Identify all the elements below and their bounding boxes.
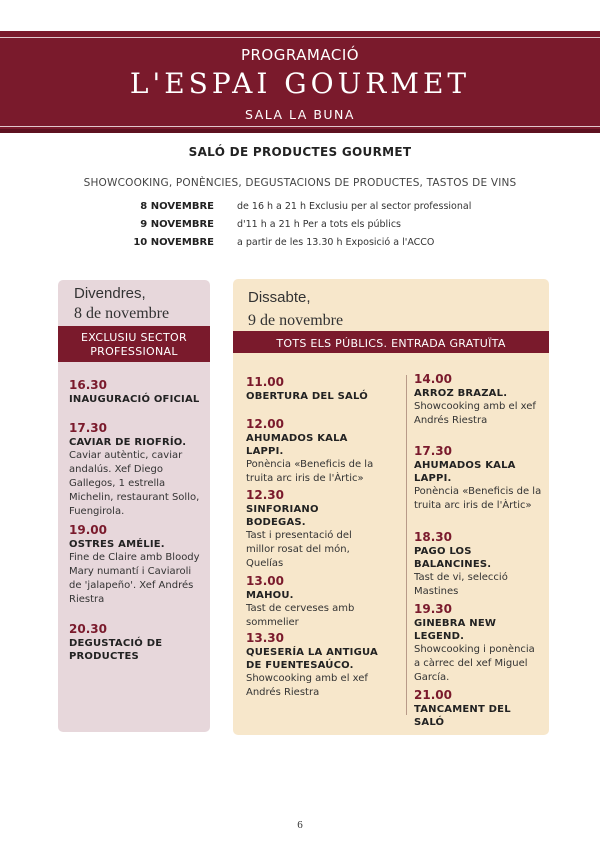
event-name: OBERTURA DEL SALÓ xyxy=(246,391,368,402)
saturday-day-name: Dissabte, xyxy=(248,289,311,306)
event-item xyxy=(69,378,209,406)
schedule-text: d'11 h a 21 h Per a tots els públics xyxy=(237,219,402,230)
event-time: 21.00 xyxy=(414,688,452,702)
schedule-row xyxy=(0,237,600,255)
event-name: DEGUSTACIÓ DE PRODUCTES xyxy=(69,638,163,662)
section-subheading: SHOWCOOKING, PONÈNCIES, DEGUSTACIONS DE PRODUCTES, TASTOS DE VINS xyxy=(83,177,517,189)
schedule-date: 9 NOVEMBRE xyxy=(140,219,214,230)
schedule-row xyxy=(0,201,600,219)
event-item xyxy=(69,421,205,519)
event-time: 17.30 xyxy=(69,421,107,435)
event-item xyxy=(246,417,386,486)
schedule-list xyxy=(0,201,600,255)
section-heading: SALÓ DE PRODUCTES GOURMET xyxy=(188,145,412,159)
banner-top-rule xyxy=(0,37,600,38)
event-item xyxy=(414,688,544,729)
event-name: QUESERÍA LA ANTIGUA DE FUENTESAÚCO. xyxy=(246,647,378,671)
event-time: 12.30 xyxy=(246,488,284,502)
event-time: 13.30 xyxy=(246,631,284,645)
event-time: 17.30 xyxy=(414,444,452,458)
event-time: 16.30 xyxy=(69,378,107,392)
saturday-audience-band: TOTS ELS PÚBLICS. ENTRADA GRATUÏTA xyxy=(233,334,549,353)
event-time: 19.30 xyxy=(414,602,452,616)
event-name: INAUGURACIÓ OFICIAL xyxy=(69,394,200,405)
event-description: Ponència «Beneficis de la truita arc iris de l'Àrtic» xyxy=(414,486,542,511)
event-time: 18.30 xyxy=(414,530,452,544)
friday-date: 8 de novembre xyxy=(74,305,170,322)
header-banner xyxy=(0,31,600,133)
event-item xyxy=(246,631,386,700)
event-name: AHUMADOS KALA LAPPI. xyxy=(246,433,348,457)
banner-bottom-rule xyxy=(0,126,600,127)
schedule-text: a partir de les 13.30 h Exposició a l'ACCO xyxy=(237,237,435,248)
event-description: Showcooking amb el xef Andrés Riestra xyxy=(246,673,368,698)
page-number: 6 xyxy=(297,819,303,831)
friday-panel xyxy=(58,280,210,732)
event-time: 12.00 xyxy=(246,417,284,431)
event-item xyxy=(414,444,544,513)
event-time: 14.00 xyxy=(414,372,452,386)
schedule-date: 10 NOVEMBRE xyxy=(133,237,214,248)
friday-day-name: Divendres, xyxy=(74,285,146,302)
event-item xyxy=(246,574,366,630)
event-item xyxy=(246,375,386,403)
event-time: 11.00 xyxy=(246,375,284,389)
schedule-date: 8 NOVEMBRE xyxy=(140,201,214,212)
event-name: OSTRES AMÉLIE. xyxy=(69,539,165,550)
event-description: Fine de Claire amb Bloody Mary numantí i Caviaroli de 'jalapeño'. Xef Andrés Riestra xyxy=(69,552,200,605)
event-name: CAVIAR DE RIOFRÍO. xyxy=(69,437,187,448)
event-item xyxy=(69,523,205,607)
event-description: Tast de vi, selecció Mastines xyxy=(414,572,508,597)
event-description: Ponència «Beneficis de la truita arc iris de l'Àrtic» xyxy=(246,459,374,484)
saturday-date: 9 de novembre xyxy=(248,312,344,329)
event-item xyxy=(414,372,544,428)
event-description: Showcooking amb el xef Andrés Riestra xyxy=(414,401,536,426)
event-name: MAHOU. xyxy=(246,590,294,601)
event-item xyxy=(414,602,544,685)
event-name: ARROZ BRAZAL. xyxy=(414,388,508,399)
event-name: AHUMADOS KALA LAPPI. xyxy=(414,460,516,484)
event-name: PAGO LOS BALANCINES. xyxy=(414,546,492,570)
event-time: 19.00 xyxy=(69,523,107,537)
event-item xyxy=(246,488,376,571)
event-name: GINEBRA NEW LEGEND. xyxy=(414,618,497,642)
event-item xyxy=(69,622,189,663)
header-subtitle: SALA LA BUNA xyxy=(245,107,355,122)
event-description: Tast i presentació del millor rosat del món, Quelías xyxy=(246,530,352,569)
schedule-row xyxy=(0,219,600,237)
page-title: L'ESPAI GOURMET xyxy=(129,67,471,100)
friday-audience-band: EXCLUSIU SECTOR PROFESSIONAL xyxy=(58,329,210,362)
event-description: Tast de cerveses amb sommelier xyxy=(246,603,355,628)
event-name: SINFORIANO BODEGAS. xyxy=(246,504,319,528)
header-kicker: PROGRAMACIÓ xyxy=(240,46,360,64)
saturday-panel xyxy=(233,279,549,735)
event-time: 20.30 xyxy=(69,622,107,636)
column-divider xyxy=(406,375,407,715)
event-time: 13.00 xyxy=(246,574,284,588)
schedule-text: de 16 h a 21 h Exclusiu per al sector professional xyxy=(237,201,472,212)
event-description: Showcooking i ponència a càrrec del xef Miguel García. xyxy=(414,644,535,683)
event-name: TANCAMENT DEL SALÓ xyxy=(414,704,511,728)
event-description: Caviar autèntic, caviar andalús. Xef Diego Gallegos, 1 estrella Michelin, restaurant Sollo, Fuengirola. xyxy=(69,450,200,517)
event-item xyxy=(414,530,544,599)
